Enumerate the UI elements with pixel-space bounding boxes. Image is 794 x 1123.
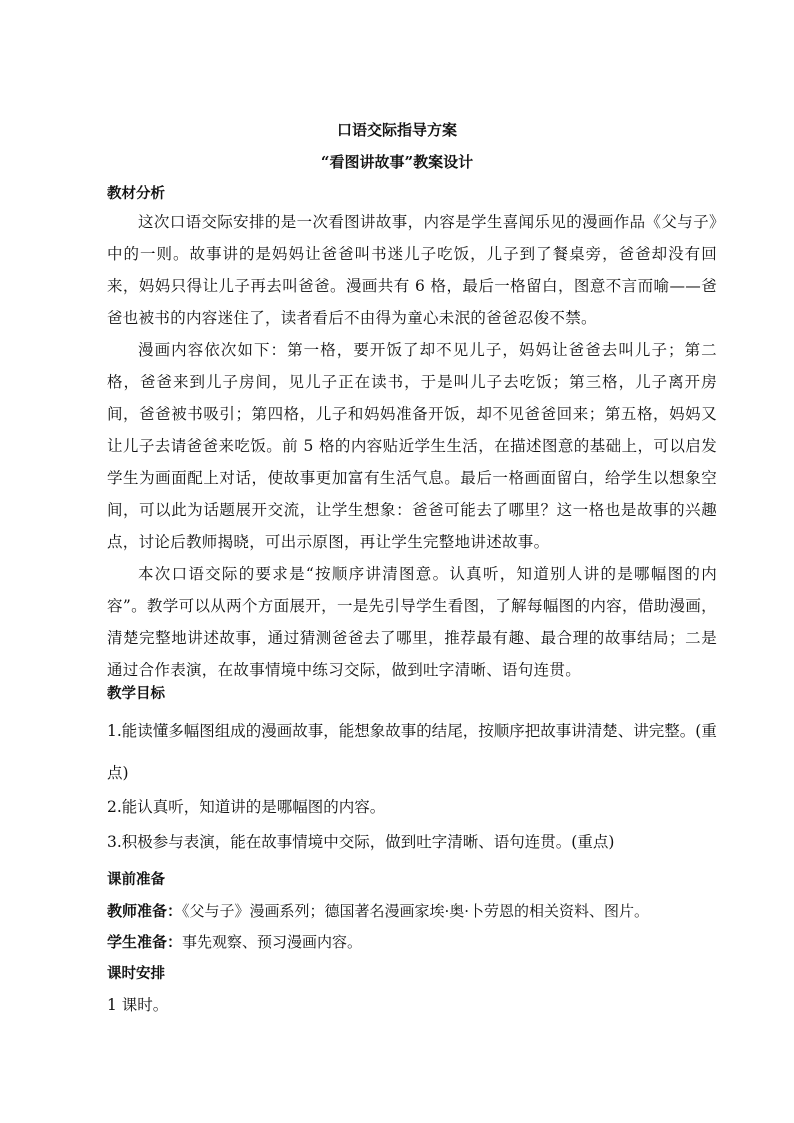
- section-heading-preparation: 课前准备: [107, 871, 165, 888]
- goal-item-1: 1.能读懂多幅图组成的漫画故事，能想象故事的结尾，按顺序把故事讲清楚、讲完整。(重点): [107, 722, 717, 782]
- student-preparation-text: 事先观察、预习漫画内容。: [182, 933, 363, 951]
- document-subtitle: “看图讲故事”教案设计: [320, 153, 474, 171]
- teacher-preparation-label: 教师准备：: [107, 902, 183, 920]
- student-preparation: [107, 932, 362, 952]
- student-preparation-label: 学生准备：: [107, 933, 183, 951]
- schedule-text: 1 课时。: [107, 996, 169, 1014]
- analysis-paragraph-1: 这次口语交际安排的是一次看图讲故事，内容是学生喜闻乐见的漫画作品《父与子》中的一则。故事讲的是妈妈让爸爸叫书迷儿子吃饭，儿子到了餐桌旁，爸爸却没有回来，妈妈只得让儿子再去叫爸爸。漫画共有 6 格，最后一格留白，图意不言而喻——爸爸也被书的内容迷住了，读者看后不由得为童心未泯的爸爸忍俊不禁。: [107, 213, 717, 327]
- analysis-paragraph-2: 漫画内容依次如下：第一格，要开饭了却不见儿子，妈妈让爸爸去叫儿子；第二格，爸爸来到儿子房间，见儿子正在读书，于是叫儿子去吃饭；第三格，儿子离开房间，爸爸被书吸引；第四格，儿子和妈妈准备开饭，却不见爸爸回来；第五格，妈妈又让儿子去请爸爸来吃饭。前 5 格的内容贴近学生生活，在描述图意的基础上，可以启发学生为画面配上对话，使故事更加富有生活气息。最后一格画面留白，给学生以想象空间，可以此为话题展开交流，让学生想象：爸爸可能去了哪里？这一格也是故事的兴趣点，讨论后教师揭晓，可出示原图，再让学生完整地讲述故事。: [107, 341, 717, 551]
- teacher-preparation-text: 《父与子》漫画系列；德国著名漫画家埃·奥·卜劳恩的相关资料、图片。: [182, 902, 650, 920]
- document-title: 口语交际指导方案: [336, 121, 457, 139]
- teacher-preparation: [107, 901, 649, 921]
- section-heading-goals: 教学目标: [107, 685, 165, 702]
- analysis-paragraph-3: 本次口语交际的要求是“按顺序讲清图意。认真听，知道别人讲的是哪幅图的内容”。教学可以从两个方面展开，一是先引导学生看图，了解每幅图的内容，借助漫画，清楚完整地讲述故事，通过猜测爸爸去了哪里，推荐最有趣、最合理的故事结局；二是通过合作表演，在故事情境中练习交际，做到吐字清晰、语句连贯。: [107, 565, 717, 679]
- section-heading-schedule: 课时安排: [107, 965, 165, 982]
- goal-item-3: 3.积极参与表演，能在故事情境中交际，做到吐字清晰、语句连贯。(重点): [107, 833, 615, 851]
- section-heading-analysis: 教材分析: [107, 185, 165, 202]
- goal-item-2: 2.能认真听，知道讲的是哪幅图的内容。: [107, 798, 386, 816]
